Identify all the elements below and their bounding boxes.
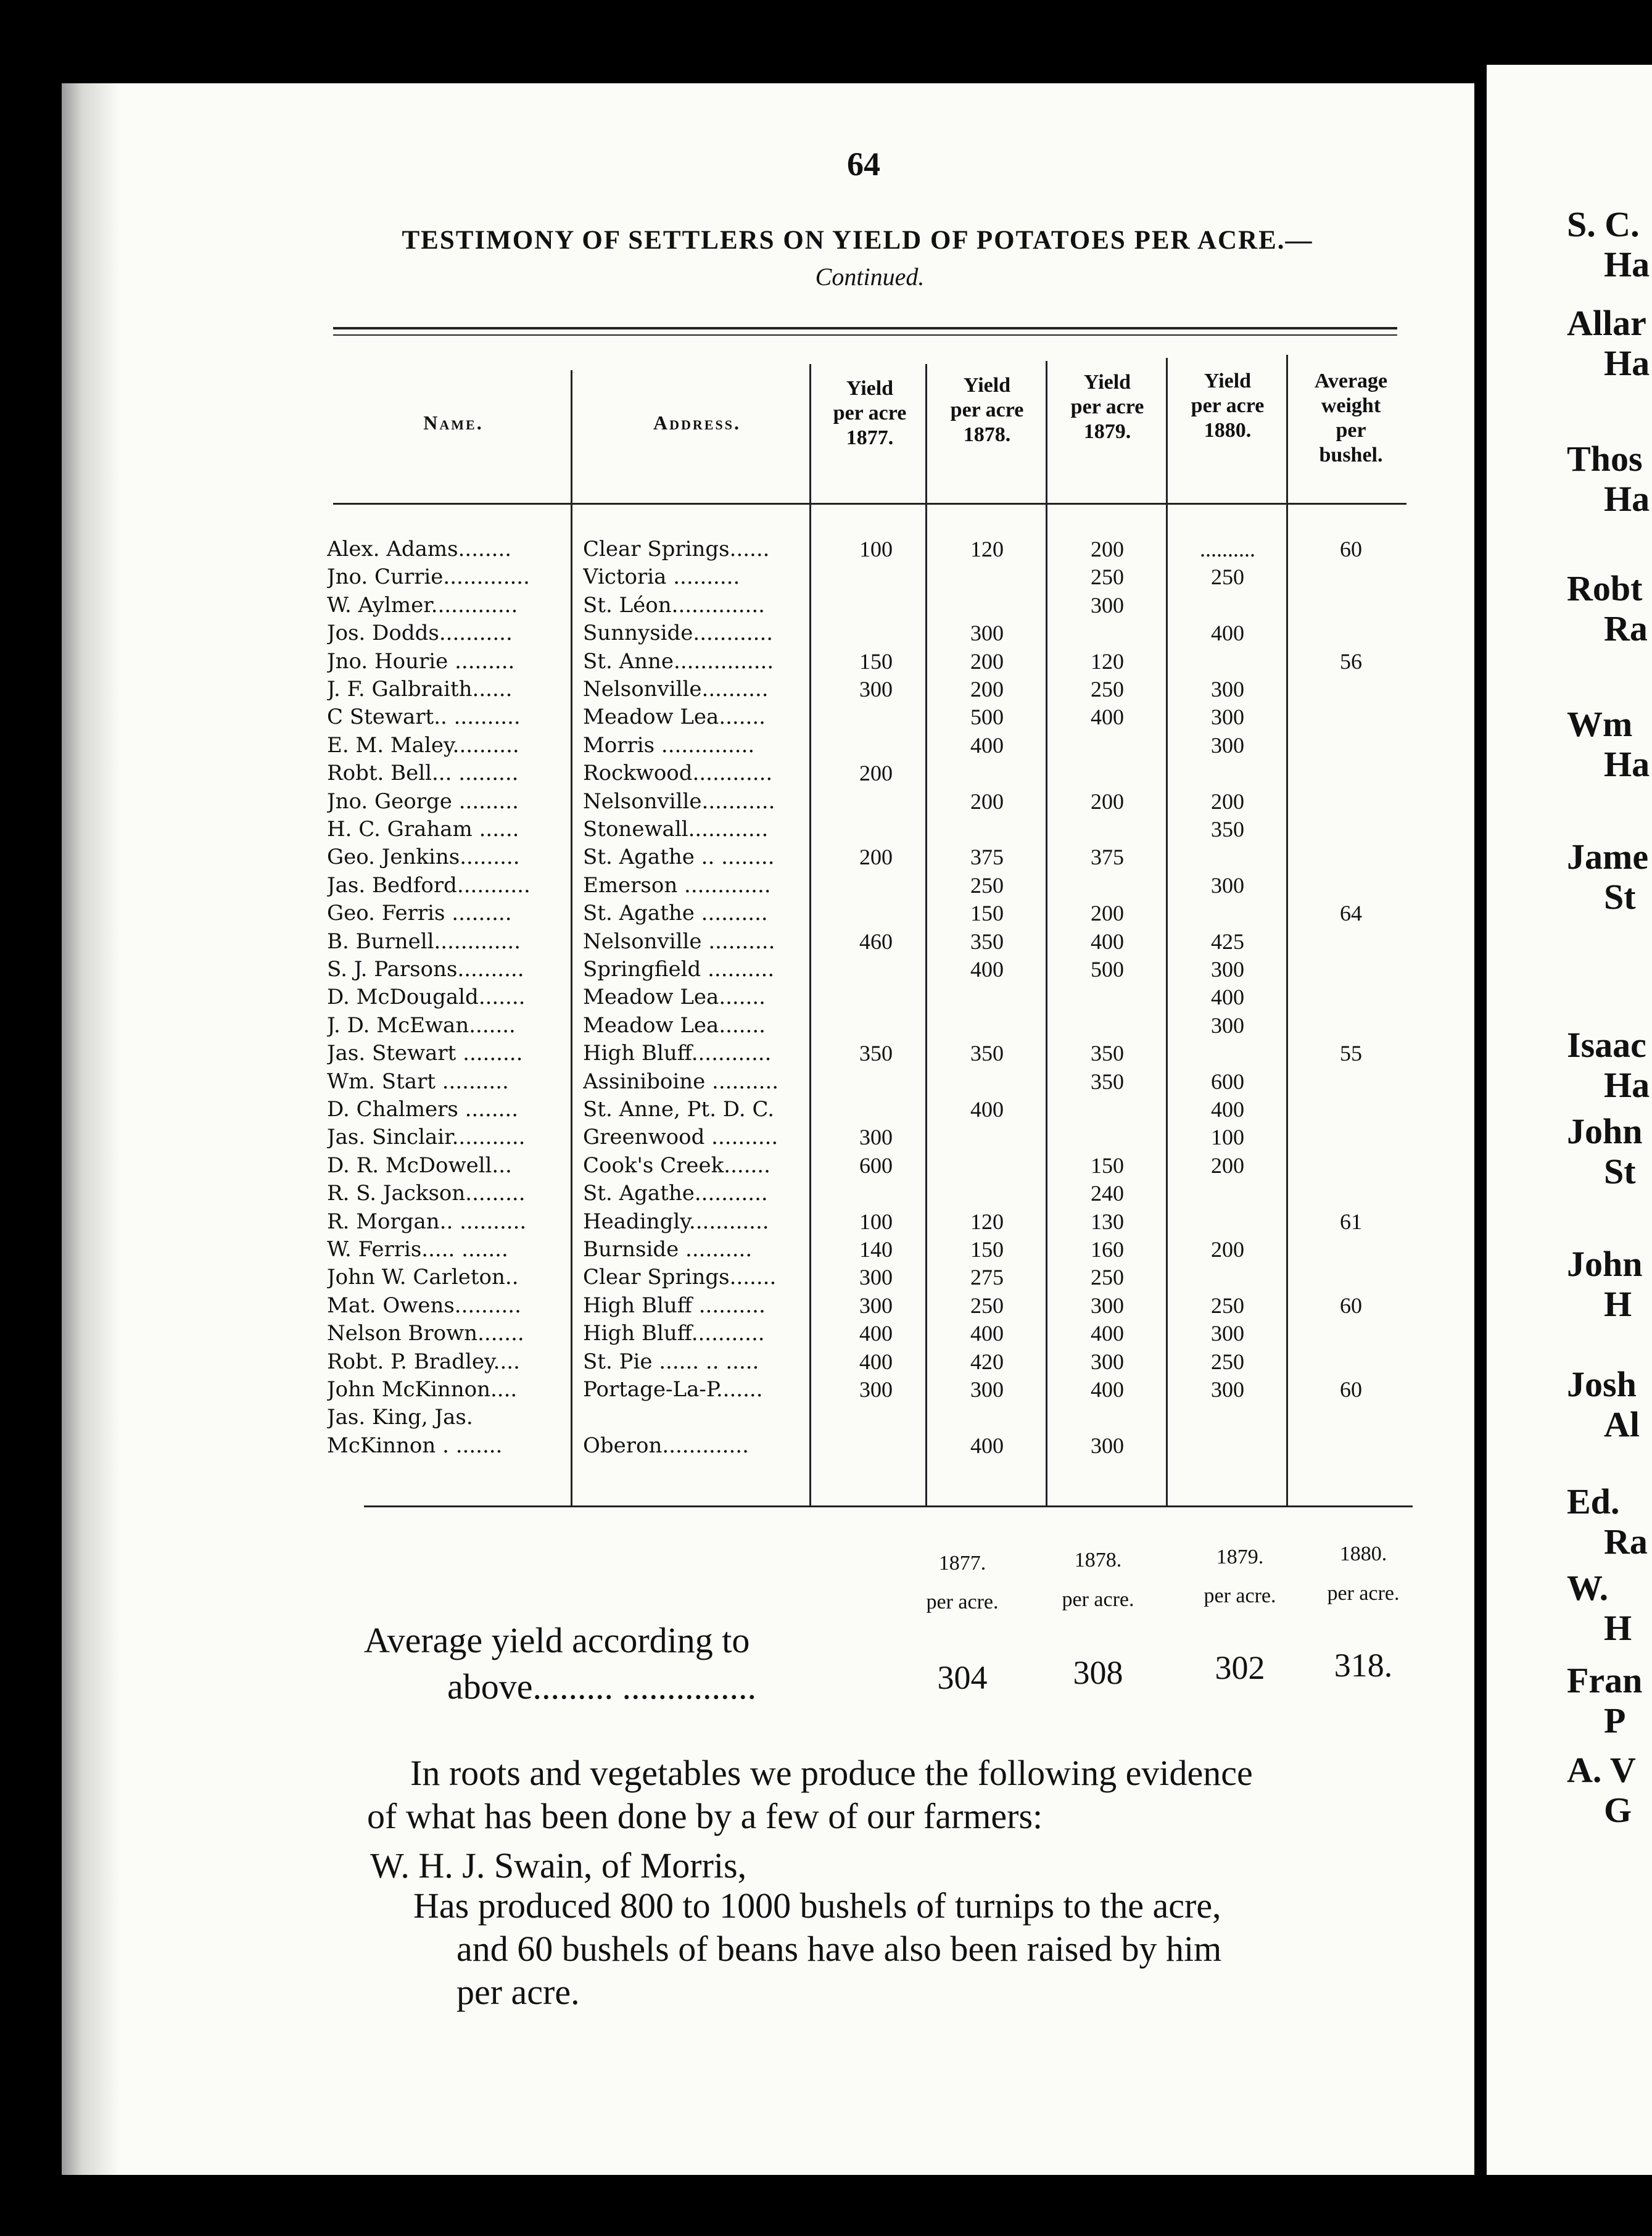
row-address: High Bluff .......... <box>583 1293 766 1318</box>
adjacent-page-fragment: Ed. <box>1567 1481 1620 1522</box>
adjacent-page-fragment: Robt <box>1567 568 1643 608</box>
adjacent-page-fragment: Ha <box>1604 479 1650 519</box>
adjacent-page-fragment: Wm <box>1567 704 1633 744</box>
row-yield-1878: 350 <box>970 929 1004 954</box>
summary-value-1877: 304 <box>937 1659 988 1696</box>
row-address: St. Pie ...... .. ..... <box>583 1349 759 1374</box>
row-name: Wm. Start .......... <box>327 1069 509 1094</box>
row-address: Clear Springs....... <box>583 1265 777 1290</box>
adjacent-page-fragment: Allar <box>1567 303 1646 343</box>
adjacent-page-fragment: Josh <box>1567 1364 1637 1404</box>
row-address: Oberon............. <box>583 1433 749 1458</box>
adjacent-page-fragment: John <box>1567 1244 1643 1284</box>
row-yield-1878: 200 <box>970 677 1004 702</box>
row-address: Rockwood............ <box>583 761 773 786</box>
row-address: Greenwood .......... <box>583 1125 779 1150</box>
row-yield-1880: 200 <box>1211 1237 1244 1262</box>
column-header-1880 <box>1169 369 1286 443</box>
table-row <box>0 760 1652 787</box>
testimony-line-3: per acre. <box>456 1972 580 2012</box>
row-weight: 60 <box>1340 1293 1362 1318</box>
row-yield-1879: 350 <box>1091 1069 1124 1094</box>
table-row <box>0 1320 1652 1347</box>
table-top-rule-thin <box>333 334 1397 336</box>
header-line: Yield <box>1204 370 1252 392</box>
row-yield-1878: 500 <box>970 705 1004 730</box>
adjacent-page-fragment: Ra <box>1604 608 1648 648</box>
adjacent-page-fragment: Fran <box>1567 1660 1643 1700</box>
header-line: bushel. <box>1319 444 1383 466</box>
row-yield-1879: 120 <box>1091 648 1124 674</box>
header-bottom-rule <box>333 503 1406 505</box>
row-yield-1879: 500 <box>1091 957 1124 982</box>
row-yield-1880: 300 <box>1211 732 1244 758</box>
header-line: per acre <box>1191 394 1265 417</box>
header-line: Yield <box>963 374 1011 397</box>
paragraph-line-2: of what has been done by a few of our farmers: <box>367 1796 1043 1836</box>
row-address: Portage-La-P....... <box>583 1377 763 1402</box>
adjacent-page-fragment: John <box>1567 1111 1643 1151</box>
row-yield-1878: 420 <box>970 1349 1004 1374</box>
row-yield-1879: 200 <box>1091 537 1124 561</box>
row-yield-1880: 400 <box>1211 1097 1244 1122</box>
row-yield-1879: 400 <box>1091 929 1124 954</box>
row-yield-1879: 300 <box>1091 592 1124 618</box>
table-row <box>0 872 1652 899</box>
row-name: Jas. Sinclair........... <box>327 1125 526 1150</box>
adjacent-page-fragment: H <box>1604 1608 1632 1648</box>
row-yield-1878: 150 <box>970 1237 1004 1262</box>
table-row <box>0 619 1652 647</box>
header-line: Average <box>1314 370 1388 392</box>
row-address: Emerson ............. <box>583 872 771 898</box>
table-subtitle: Continued. <box>815 263 925 291</box>
summary-value-1879: 302 <box>1215 1649 1265 1686</box>
summary-value-1878: 308 <box>1073 1654 1123 1691</box>
row-yield-1880: 250 <box>1211 1293 1244 1318</box>
row-yield-1880: 400 <box>1211 621 1244 646</box>
row-yield-1879: 375 <box>1091 845 1124 870</box>
row-name: B. Burnell............. <box>327 929 521 954</box>
row-weight: 61 <box>1340 1209 1362 1234</box>
summary-label-line1: Average yield according to <box>364 1620 750 1660</box>
summary-year-1880: 1880. <box>1339 1542 1387 1565</box>
adjacent-page-fragment: Ha <box>1604 244 1650 284</box>
row-yield-1880: 300 <box>1211 872 1244 898</box>
table-row <box>0 928 1652 955</box>
row-yield-1880: 250 <box>1211 565 1244 590</box>
row-yield-1877: 150 <box>859 648 893 674</box>
row-yield-1877: 300 <box>859 677 893 702</box>
header-line: per acre <box>833 402 907 424</box>
row-address: High Bluff........... <box>583 1321 765 1346</box>
row-yield-1879: 250 <box>1091 565 1124 590</box>
row-address: Nelsonville........... <box>583 789 775 814</box>
row-yield-1880: 250 <box>1211 1349 1244 1374</box>
row-yield-1880: 300 <box>1211 705 1244 730</box>
row-yield-1880: 300 <box>1211 957 1244 982</box>
row-name: J. D. McEwan....... <box>327 1012 516 1038</box>
row-address: Cook's Creek....... <box>583 1153 770 1178</box>
row-yield-1880: 100 <box>1211 1125 1244 1150</box>
row-name: Robt. P. Bradley.... <box>327 1349 520 1374</box>
row-yield-1878: 200 <box>970 789 1004 814</box>
row-name: Jas. Bedford........... <box>327 872 531 898</box>
row-name: S. J. Parsons.......... <box>327 957 524 982</box>
row-yield-1878: 400 <box>970 732 1004 758</box>
adjacent-page-fragment: S. C. <box>1567 204 1640 244</box>
row-yield-1879: 250 <box>1091 677 1124 702</box>
row-yield-1877: 100 <box>859 537 893 561</box>
adjacent-page-fragment: W. <box>1567 1568 1609 1608</box>
row-name: W. Ferris..... ....... <box>327 1237 508 1262</box>
row-name: Jos. Dodds........... <box>327 621 513 646</box>
table-row <box>0 648 1652 675</box>
row-yield-1879: 160 <box>1091 1237 1124 1262</box>
row-yield-1880: 400 <box>1211 985 1244 1010</box>
row-name: D. Chalmers ........ <box>327 1097 519 1122</box>
row-yield-1879: 250 <box>1091 1265 1124 1290</box>
testimony-name: W. H. J. Swain, of Morris, <box>370 1845 747 1886</box>
summary-unit-1878: per acre. <box>1062 1588 1134 1611</box>
row-address: Stonewall............ <box>583 817 769 842</box>
table-row <box>0 536 1652 563</box>
adjacent-page-fragment: Ha <box>1604 343 1650 383</box>
summary-year-1879: 1879. <box>1216 1546 1264 1568</box>
row-address: Victoria .......... <box>583 565 740 590</box>
row-name: Jas. Stewart ......... <box>327 1041 523 1066</box>
row-name: Robt. Bell... ......... <box>327 761 519 786</box>
row-yield-1880: 200 <box>1211 789 1244 814</box>
table-row <box>0 592 1652 619</box>
row-weight: 64 <box>1340 901 1362 926</box>
table-row <box>0 703 1652 731</box>
row-yield-1878: 375 <box>970 845 1004 870</box>
summary-value-1880: 318. <box>1334 1647 1393 1684</box>
column-header-1878 <box>928 373 1046 447</box>
row-yield-1877: 300 <box>859 1125 893 1150</box>
row-address: Morris .............. <box>583 732 755 758</box>
row-yield-1877: 100 <box>859 1209 893 1234</box>
row-yield-1877: 300 <box>859 1377 893 1402</box>
table-row <box>0 1292 1652 1319</box>
adjacent-page-fragment: St <box>1604 877 1636 917</box>
adjacent-page-fragment: Jame <box>1567 837 1649 877</box>
row-address: St. Léon.............. <box>583 592 765 618</box>
row-yield-1878: 350 <box>970 1041 1004 1066</box>
row-address: Nelsonville.......... <box>583 677 769 702</box>
row-name: W. Aylmer............. <box>327 592 518 618</box>
row-name: R. S. Jackson......... <box>327 1181 526 1206</box>
table-row <box>0 1376 1652 1403</box>
row-weight: 60 <box>1340 1377 1362 1402</box>
row-yield-1878: 400 <box>970 957 1004 982</box>
row-yield-1880: 425 <box>1211 929 1244 954</box>
header-line: 1879. <box>1083 420 1131 443</box>
header-line: per acre <box>1070 395 1144 418</box>
row-yield-1878: 250 <box>970 1293 1004 1318</box>
row-name: E. M. Maley.......... <box>327 732 519 758</box>
row-name: Geo. Jenkins......... <box>327 845 520 870</box>
row-name: John W. Carleton.. <box>327 1265 519 1290</box>
row-name: Jas. King, Jas. <box>327 1405 473 1430</box>
table-top-rule <box>333 327 1397 329</box>
table-row <box>0 983 1652 1011</box>
row-name: H. C. Graham ...... <box>327 817 519 842</box>
column-header-1877 <box>808 376 931 450</box>
adjacent-page-fragment: Thos <box>1567 439 1643 479</box>
row-address: Assiniboine .......... <box>583 1069 779 1094</box>
header-line: Yield <box>1083 371 1131 394</box>
table-title: TESTIMONY OF SETTLERS ON YIELD OF POTATOES PER ACRE.— <box>402 226 1313 255</box>
table-row <box>0 1124 1652 1151</box>
table-row <box>0 676 1652 703</box>
row-yield-1880: .......... <box>1200 537 1255 561</box>
table-row <box>0 1348 1652 1375</box>
row-address: St. Agathe........... <box>583 1181 768 1206</box>
row-address: Meadow Lea....... <box>583 1012 766 1038</box>
row-yield-1877: 140 <box>859 1237 893 1262</box>
row-name: Jno. Hourie ......... <box>327 648 515 674</box>
row-yield-1880: 300 <box>1211 1321 1244 1346</box>
row-address: Meadow Lea....... <box>583 985 766 1010</box>
row-yield-1880: 300 <box>1211 1012 1244 1038</box>
row-yield-1877: 400 <box>859 1321 893 1346</box>
row-address: Sunnyside............ <box>583 621 774 646</box>
row-name: D. R. McDowell... <box>327 1153 512 1178</box>
row-name: John McKinnon.... <box>327 1377 518 1402</box>
row-yield-1880: 300 <box>1211 1377 1244 1402</box>
row-address: St. Agathe .. ........ <box>583 845 775 870</box>
table-row <box>0 1180 1652 1207</box>
column-header-weight <box>1289 369 1413 468</box>
summary-year-1878: 1878. <box>1074 1549 1122 1571</box>
header-line: weight <box>1321 394 1381 417</box>
header-line: Yield <box>846 377 894 400</box>
row-yield-1878: 120 <box>970 537 1004 561</box>
table-row <box>0 956 1652 983</box>
row-name: Alex. Adams........ <box>327 537 512 561</box>
row-address: Meadow Lea....... <box>583 705 766 730</box>
row-yield-1879: 300 <box>1091 1433 1124 1458</box>
row-yield-1878: 120 <box>970 1209 1004 1234</box>
table-row <box>0 1096 1652 1123</box>
row-yield-1878: 300 <box>970 1377 1004 1402</box>
adjacent-page-fragment: Al <box>1604 1404 1640 1444</box>
header-line: per <box>1336 419 1366 442</box>
row-name: Geo. Ferris ......... <box>327 901 512 926</box>
row-yield-1878: 300 <box>970 621 1004 646</box>
row-yield-1878: 200 <box>970 648 1004 674</box>
row-yield-1877: 200 <box>859 845 893 870</box>
summary-unit-1880: per acre. <box>1327 1582 1400 1605</box>
row-address: High Bluff............ <box>583 1041 772 1066</box>
row-name: Mat. Owens.......... <box>327 1293 521 1318</box>
header-line: 1880. <box>1204 419 1252 442</box>
summary-unit-1879: per acre. <box>1204 1584 1276 1607</box>
adjacent-page-fragment: A. V <box>1567 1750 1636 1790</box>
column-header-1879 <box>1049 370 1166 444</box>
row-yield-1877: 460 <box>859 929 893 954</box>
row-address: Springfield .......... <box>583 957 775 982</box>
row-yield-1880: 200 <box>1211 1153 1244 1178</box>
adjacent-page <box>1487 65 1652 2175</box>
row-weight: 55 <box>1340 1041 1362 1066</box>
row-yield-1879: 130 <box>1091 1209 1124 1234</box>
testimony-line-2: and 60 bushels of beans have also been raised by him <box>456 1929 1222 1969</box>
row-weight: 60 <box>1340 537 1362 561</box>
table-bottom-rule <box>364 1505 1413 1507</box>
adjacent-page-fragment: P <box>1604 1700 1626 1741</box>
row-yield-1878: 250 <box>970 872 1004 898</box>
paragraph-line-1: In roots and vegetables we produce the following evidence <box>410 1753 1253 1793</box>
row-yield-1880: 350 <box>1211 817 1244 842</box>
row-yield-1877: 400 <box>859 1349 893 1374</box>
table-row <box>0 563 1652 590</box>
row-address: Clear Springs...... <box>583 537 770 561</box>
row-yield-1879: 400 <box>1091 1377 1124 1402</box>
row-name: Nelson Brown....... <box>327 1321 524 1346</box>
row-yield-1879: 240 <box>1091 1181 1124 1206</box>
row-yield-1877: 300 <box>859 1293 893 1318</box>
table-row <box>0 1236 1652 1263</box>
adjacent-page-fragment: Isaac <box>1567 1025 1646 1065</box>
table-row <box>0 1068 1652 1095</box>
row-name: C Stewart.. .......... <box>327 705 521 730</box>
row-address: Nelsonville .......... <box>583 929 775 954</box>
row-yield-1878: 400 <box>970 1433 1004 1458</box>
row-yield-1880: 300 <box>1211 677 1244 702</box>
adjacent-page-fragment: St <box>1604 1151 1636 1191</box>
row-address: Burnside .......... <box>583 1237 753 1262</box>
row-yield-1877: 350 <box>859 1041 893 1066</box>
row-name: Jno. George ......... <box>327 789 519 814</box>
row-yield-1879: 350 <box>1091 1041 1124 1066</box>
row-yield-1879: 200 <box>1091 901 1124 926</box>
table-row <box>0 1040 1652 1067</box>
table-row <box>0 1404 1652 1431</box>
testimony-line-1: Has produced 800 to 1000 bushels of turnips to the acre, <box>413 1886 1221 1926</box>
row-yield-1879: 300 <box>1091 1293 1124 1318</box>
adjacent-page-fragment: Ra <box>1604 1522 1648 1562</box>
summary-unit-1877: per acre. <box>926 1591 999 1613</box>
row-address: St. Anne, Pt. D. C. <box>583 1097 775 1122</box>
row-yield-1877: 300 <box>859 1265 893 1290</box>
row-address: St. Agathe .......... <box>583 901 768 926</box>
row-yield-1879: 300 <box>1091 1349 1124 1374</box>
adjacent-page-fragment: Ha <box>1604 1065 1650 1105</box>
header-line: 1877. <box>846 426 894 449</box>
table-row <box>0 816 1652 843</box>
row-yield-1878: 400 <box>970 1321 1004 1346</box>
row-yield-1877: 600 <box>859 1153 893 1178</box>
summary-year-1877: 1877. <box>938 1552 986 1575</box>
column-header-address: Address. <box>653 412 741 434</box>
table-row <box>0 732 1652 759</box>
table-row <box>0 1208 1652 1235</box>
summary-label-line2: above......... ............... <box>447 1667 756 1707</box>
row-weight: 56 <box>1340 648 1362 674</box>
table-row <box>0 788 1652 815</box>
adjacent-page-fragment: Ha <box>1604 744 1650 784</box>
row-yield-1877: 200 <box>859 761 893 786</box>
table-row <box>0 1432 1652 1459</box>
row-yield-1879: 400 <box>1091 1321 1124 1346</box>
row-name: R. Morgan.. .......... <box>327 1209 527 1234</box>
row-yield-1878: 400 <box>970 1097 1004 1122</box>
header-line: per acre <box>950 399 1024 421</box>
adjacent-page-fragment: H <box>1604 1284 1632 1324</box>
table-row <box>0 1152 1652 1179</box>
row-yield-1879: 400 <box>1091 705 1124 730</box>
table-row <box>0 1264 1652 1291</box>
row-address: St. Anne............... <box>583 648 774 674</box>
table-row <box>0 1012 1652 1039</box>
row-address: Headingly............ <box>583 1209 769 1234</box>
row-yield-1880: 600 <box>1211 1069 1244 1094</box>
row-yield-1878: 150 <box>970 901 1004 926</box>
row-name: J. F. Galbraith...... <box>327 677 513 702</box>
row-name: Jno. Currie............. <box>327 565 530 590</box>
row-yield-1879: 150 <box>1091 1153 1124 1178</box>
row-yield-1879: 200 <box>1091 789 1124 814</box>
header-line: 1878. <box>963 423 1011 446</box>
table-row <box>0 900 1652 927</box>
page-number: 64 <box>847 146 880 183</box>
row-yield-1878: 275 <box>970 1265 1004 1290</box>
row-name: McKinnon . ....... <box>327 1433 503 1458</box>
row-name: D. McDougald....... <box>327 985 526 1010</box>
column-header-name: Name. <box>423 412 484 434</box>
table-row <box>0 843 1652 871</box>
adjacent-page-fragment: G <box>1604 1790 1632 1830</box>
